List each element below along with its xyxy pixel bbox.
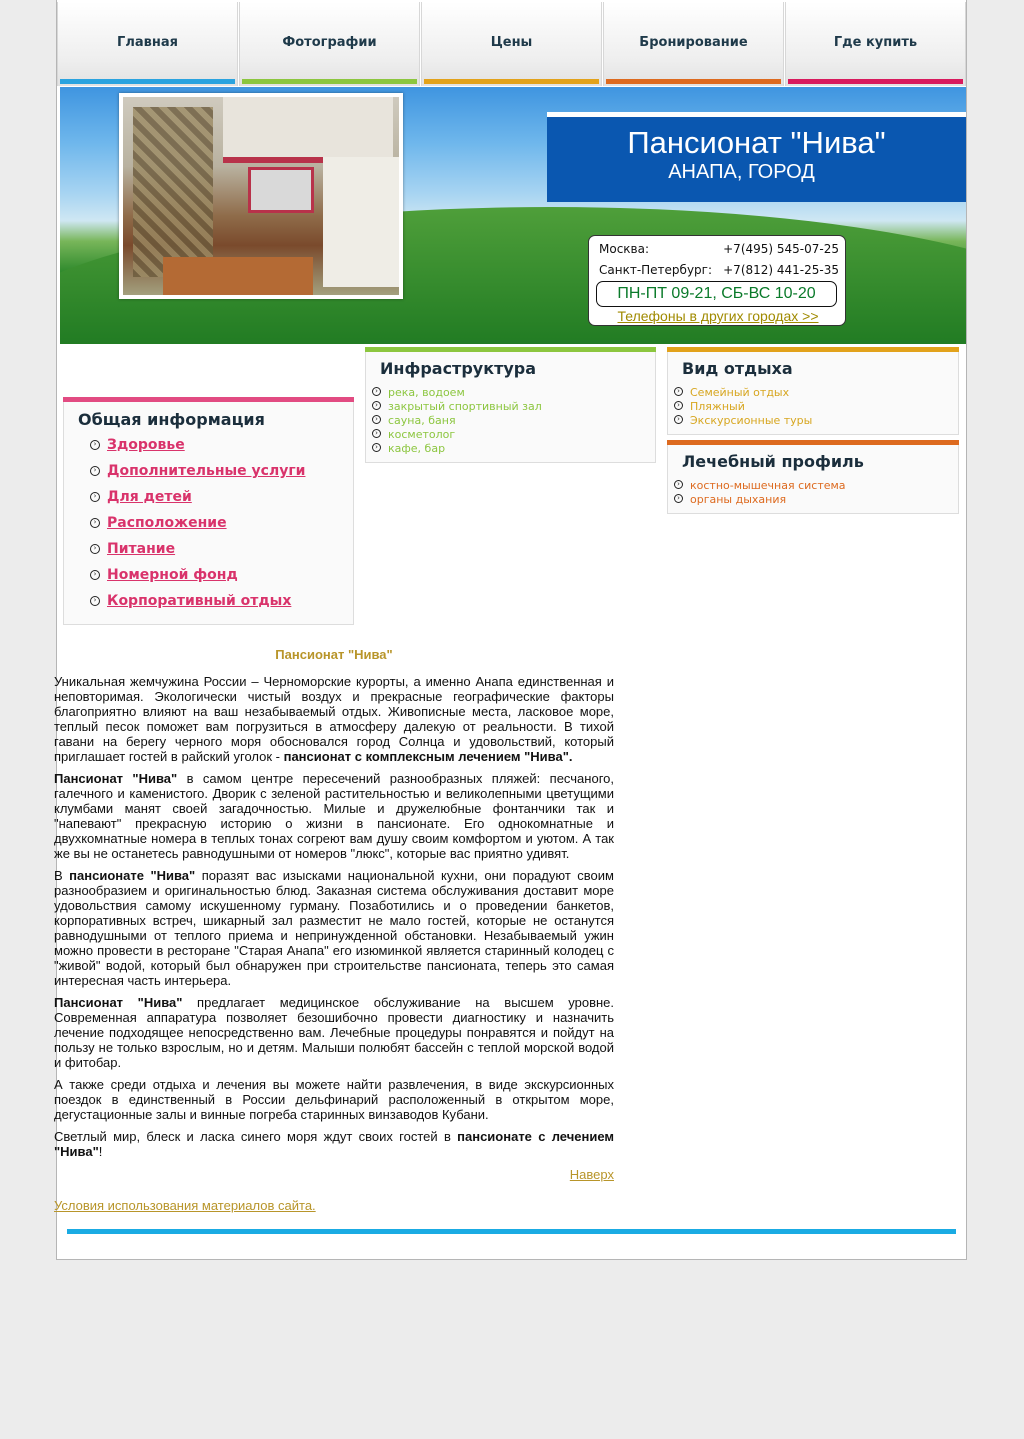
arrow-circle-icon: › bbox=[372, 415, 381, 424]
box-color-bar bbox=[63, 397, 354, 402]
list-item bbox=[90, 562, 305, 588]
general-link-rooms[interactable]: Номерной фонд bbox=[107, 567, 238, 583]
nav-item-label[interactable]: Главная bbox=[117, 35, 178, 50]
list-item bbox=[90, 458, 305, 484]
nav-color-bar bbox=[424, 79, 599, 84]
general-link-food[interactable]: Питание bbox=[107, 541, 176, 557]
list-item[interactable]: › река, водоем bbox=[372, 386, 542, 400]
list-item[interactable]: › закрытый спортивный зал bbox=[372, 400, 542, 414]
general-info-box bbox=[63, 397, 354, 625]
general-link-extra-services[interactable]: Дополнительные услуги bbox=[107, 463, 306, 479]
arrow-circle-icon: › bbox=[90, 492, 100, 502]
general-info-list bbox=[90, 432, 305, 614]
nav-color-bar bbox=[60, 79, 235, 84]
list-item bbox=[90, 432, 305, 458]
arrow-circle-icon: › bbox=[90, 570, 100, 580]
nav-item-label[interactable]: Бронирование bbox=[639, 35, 748, 50]
main-nav bbox=[57, 0, 966, 86]
site-title: Пансионат "Нива" bbox=[627, 125, 886, 160]
arrow-circle-icon: › bbox=[90, 544, 100, 554]
nav-item-where-to-buy[interactable] bbox=[785, 2, 966, 86]
list-item[interactable]: › органы дыхания bbox=[674, 493, 846, 507]
terms-link[interactable]: Условия использования материалов сайта. bbox=[54, 1198, 316, 1213]
arrow-circle-icon: › bbox=[674, 480, 683, 489]
arrow-circle-icon: › bbox=[90, 440, 100, 450]
arrow-circle-icon: › bbox=[674, 387, 683, 396]
list-item[interactable]: › Экскурсионные туры bbox=[674, 414, 812, 428]
list-item[interactable]: › косметолог bbox=[372, 428, 542, 442]
arrow-circle-icon: › bbox=[674, 494, 683, 503]
site-subtitle: АНАПА, ГОРОД bbox=[668, 161, 815, 183]
phone-city: Москва: bbox=[599, 242, 650, 256]
nav-item-label[interactable]: Где купить bbox=[833, 35, 918, 50]
pension-photo bbox=[119, 93, 403, 299]
nav-color-bar bbox=[242, 79, 417, 84]
list-item[interactable]: › сауна, баня bbox=[372, 414, 542, 428]
nav-item-prices[interactable] bbox=[421, 2, 602, 86]
arrow-circle-icon: › bbox=[372, 443, 381, 452]
article-paragraph: Светлый мир, блеск и ласка синего моря ждут своих гостей в пансионате с лечением "Нива"! bbox=[54, 1129, 615, 1159]
working-hours: ПН-ПТ 09-21, СБ-ВС 10-20 bbox=[596, 281, 837, 307]
list-item bbox=[90, 588, 305, 614]
nav-color-bar bbox=[606, 79, 781, 84]
nav-item-booking[interactable] bbox=[603, 2, 784, 86]
article-paragraph: Пансионат "Нива" предлагает медицинское обслуживание на высшем уровне. Современная аппаратура позволяет безошибочно провести диагностику и назначить лечение подходящее непосредственно вам. Лечебные процедуры понравятся и пойдут на пользу не только взрослым, но и детям. Малыши полюбят бассейн с теплой морской водой и фитобар. bbox=[54, 995, 614, 1070]
arrow-circle-icon: › bbox=[90, 518, 100, 528]
box-title: Вид отдыха bbox=[682, 359, 793, 378]
box-title: Инфраструктура bbox=[380, 359, 537, 378]
medical-profile-list bbox=[674, 479, 846, 507]
arrow-circle-icon: › bbox=[372, 429, 381, 438]
article-paragraph: Уникальная жемчужина России – Черноморские курорты, а именно Анапа единственная и неповторимая. Экологически чистый воздух и прекрасные географические факторы благоприятно влияют на ваш незабываемый отдых. Живописные места, ласковое море, теплый песок поможет вам погрузиться в атмосферу далекую от реальности. В тихой гавани на берегу черного моря обосновался город Солнца и удовольствий, который приглашает гостей в райский уголок - пансионат с комплексным лечением "Нива". bbox=[54, 674, 614, 764]
phones-box bbox=[588, 235, 846, 326]
rest-type-list bbox=[674, 386, 812, 428]
article-paragraph: В пансионате "Нива" поразят вас изысками национальной кухни, они порадуют своим разнообразием и оригинальностью блюд. Заказная система обслуживания доставит море удовольствия самому искушенному гурману. Позаботились и о проведении банкетов, корпоративных встреч, шикарный зал разместит не мало гостей, которые не останутся равнодушными от теплого приема и непринужденной обстановки. Незабываемый ужин можно провести в ресторане "Старая Анапа" его изюминкой является старинный колодец с "живой" водой, который был обнаружен при строительстве пансионата, теперь это самая интересная часть интерьера. bbox=[54, 868, 614, 988]
phone-number: +7(495) 545-07-25 bbox=[723, 242, 839, 256]
general-link-health[interactable]: Здоровье bbox=[107, 437, 185, 453]
article-heading: Пансионат "Нива" bbox=[275, 647, 393, 662]
general-link-location[interactable]: Расположение bbox=[107, 515, 227, 531]
rest-type-box bbox=[667, 347, 959, 435]
list-item bbox=[90, 484, 305, 510]
other-phones-link[interactable]: Телефоны в других городах >> bbox=[617, 308, 819, 324]
infrastructure-box bbox=[365, 347, 656, 463]
nav-item-label[interactable]: Фотографии bbox=[282, 35, 377, 50]
list-item[interactable]: › костно-мышечная система bbox=[674, 479, 846, 493]
arrow-circle-icon: › bbox=[90, 596, 100, 606]
box-title: Общая информация bbox=[78, 410, 265, 429]
article-paragraph: А также среди отдыха и лечения вы можете найти развлечения, в виде экскурсионных поездок в единственный в России дельфинарий расположенный в открытом море, дегустационные залы и винные погреба старинных винзаводов Кубани. bbox=[54, 1077, 614, 1122]
header-banner bbox=[60, 87, 966, 344]
nav-item-photos[interactable] bbox=[239, 2, 420, 86]
box-color-bar bbox=[365, 347, 656, 352]
article-paragraph: Пансионат "Нива" в самом центре пересечений разнообразных пляжей: песчаного, галечного и каменистого. Дворик с зеленой растительностью и великолепными цветущими клумбами манят своей загадочностью. Милые и дружелюбные фонтанчики так и "напевают" прекрасную историю о жизни в пансионате. Его однокомнатные и двухкомнатные номера в теплых тонах согреют вам душу своим комфортом и уютом. А так же вы не останетесь равнодушными от номеров "люкс", которые вас приятно удивят. bbox=[54, 771, 614, 861]
to-top-link[interactable]: Наверх bbox=[569, 1167, 614, 1182]
nav-color-bar bbox=[788, 79, 963, 84]
title-box bbox=[547, 112, 966, 202]
arrow-circle-icon: › bbox=[372, 387, 381, 396]
infrastructure-list bbox=[372, 386, 542, 456]
page-container bbox=[56, 0, 967, 1260]
general-link-kids[interactable]: Для детей bbox=[107, 489, 192, 505]
box-color-bar bbox=[667, 440, 959, 445]
nav-item-home[interactable] bbox=[57, 2, 238, 86]
arrow-circle-icon: › bbox=[372, 401, 381, 410]
box-color-bar bbox=[667, 347, 959, 352]
phone-city: Санкт-Петербург: bbox=[599, 263, 713, 277]
general-link-corporate[interactable]: Корпоративный отдых bbox=[107, 593, 292, 609]
arrow-circle-icon: › bbox=[674, 401, 683, 410]
list-item[interactable]: › Пляжный bbox=[674, 400, 812, 414]
arrow-circle-icon: › bbox=[90, 466, 100, 476]
footer-line bbox=[67, 1229, 956, 1234]
pension-building-image bbox=[123, 97, 399, 295]
nav-item-label[interactable]: Цены bbox=[490, 35, 533, 50]
list-item bbox=[90, 510, 305, 536]
list-item bbox=[90, 536, 305, 562]
medical-profile-box bbox=[667, 440, 959, 514]
box-title: Лечебный профиль bbox=[682, 452, 864, 471]
article bbox=[54, 630, 614, 1213]
list-item[interactable]: › кафе, бар bbox=[372, 442, 542, 456]
arrow-circle-icon: › bbox=[674, 415, 683, 424]
phone-number: +7(812) 441-25-35 bbox=[723, 263, 839, 277]
list-item[interactable]: › Семейный отдых bbox=[674, 386, 812, 400]
